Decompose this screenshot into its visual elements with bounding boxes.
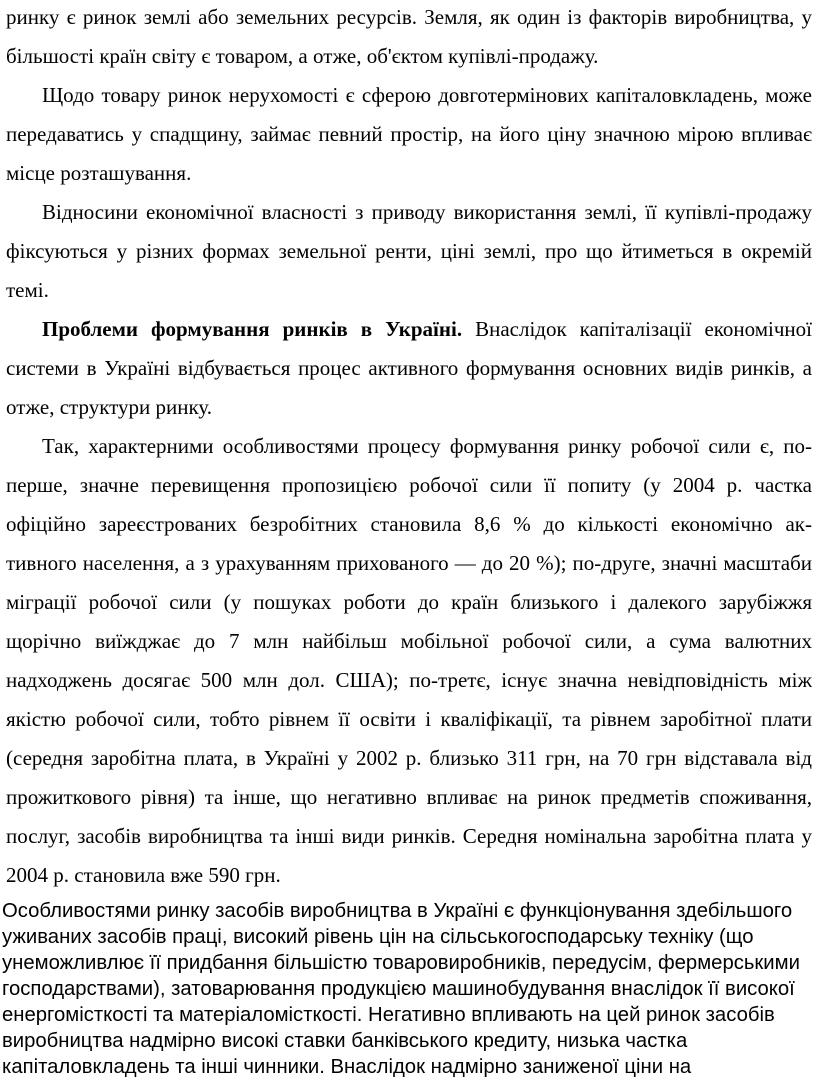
paragraph-land-relations: Відносини економічної власності з приводу використання землі, її купівлі-продажу фіксуються у різних формах земельної ренти, ціні землі, про що йтиметься в окремій темі. <box>6 200 812 302</box>
paragraph-land-market: ринку є ринок землі або земельних ресурсів. Земля, як один із факторів виробництва, у більшості країн світу є товаром, а отже, об'єктом купівлі-продажу. <box>6 5 812 68</box>
paragraph-market-problems <box>6 310 812 427</box>
section-heading: Проблеми формування ринків в Україні. <box>42 317 463 341</box>
paragraph-labour-market: Так, характерними особливостями процесу формування ринку робочої сили є, по-перше, значне перевищення пропозицією робочої сили її попиту (у 2004 р. частка офіційно зареєстрованих безробітних становила 8,6 % до кількості економічно ак-тивного населення, а з урахуванням прихованого — до 20 %); по-друге, значні масштаби міграції робочої сили (у пошуках роботи до країн близького і далекого зарубіжжя щорічно виїжджає до 7 млн найбільш мобільної робочої сили, а сума валютних надходжень досягає 500 млн дол. США); по-третє, існує значна невідповідність між якістю робочої сили, тобто рівнем її освіти і кваліфікації, та рівнем заробітної плати (середня заробітна плата, в Україні у 2002 р. близько 311 грн, на 70 грн відставала від прожиткового рівня) та інше, що негативно впливає на ринок предметів споживання, послуг, засобів виробництва та інші види ринків. Середня номінальна заробітна плата у 2004 р. становила вже 590 грн. <box>6 434 812 887</box>
section-heading-text: Внаслідок капіталізації економічної системи в Україні відбувається процес активного формування основних видів ринків, а отже, структури ринку. <box>6 317 812 419</box>
paragraph-real-estate: Щодо товару ринок нерухомості є сферою довготермінових капіталовкладень, може передаватись у спадщину, займає певний простір, на його ціну значною мірою впливає місце розташування. <box>6 83 812 185</box>
paragraph-means-of-production: Особливостями ринку засобів виробництва в Україні є функціонування здебільшого уживаних засобів праці, високий рівень цін на сільськогосподарську техніку (що унеможливлює її придбання більшістю товаровиробників, передусім, фермерськими господарствами), затоварювання продукцією машинобудування внаслідок її високої енергомісткості та матеріаломісткості. Негативно впливають на цей ринок засобів виробництва надмірно високі ставки банківського кредиту, низька частка капіталовкладень та інші чинники. Внаслідок надмірно заниженої ціни на <box>2 900 800 1078</box>
